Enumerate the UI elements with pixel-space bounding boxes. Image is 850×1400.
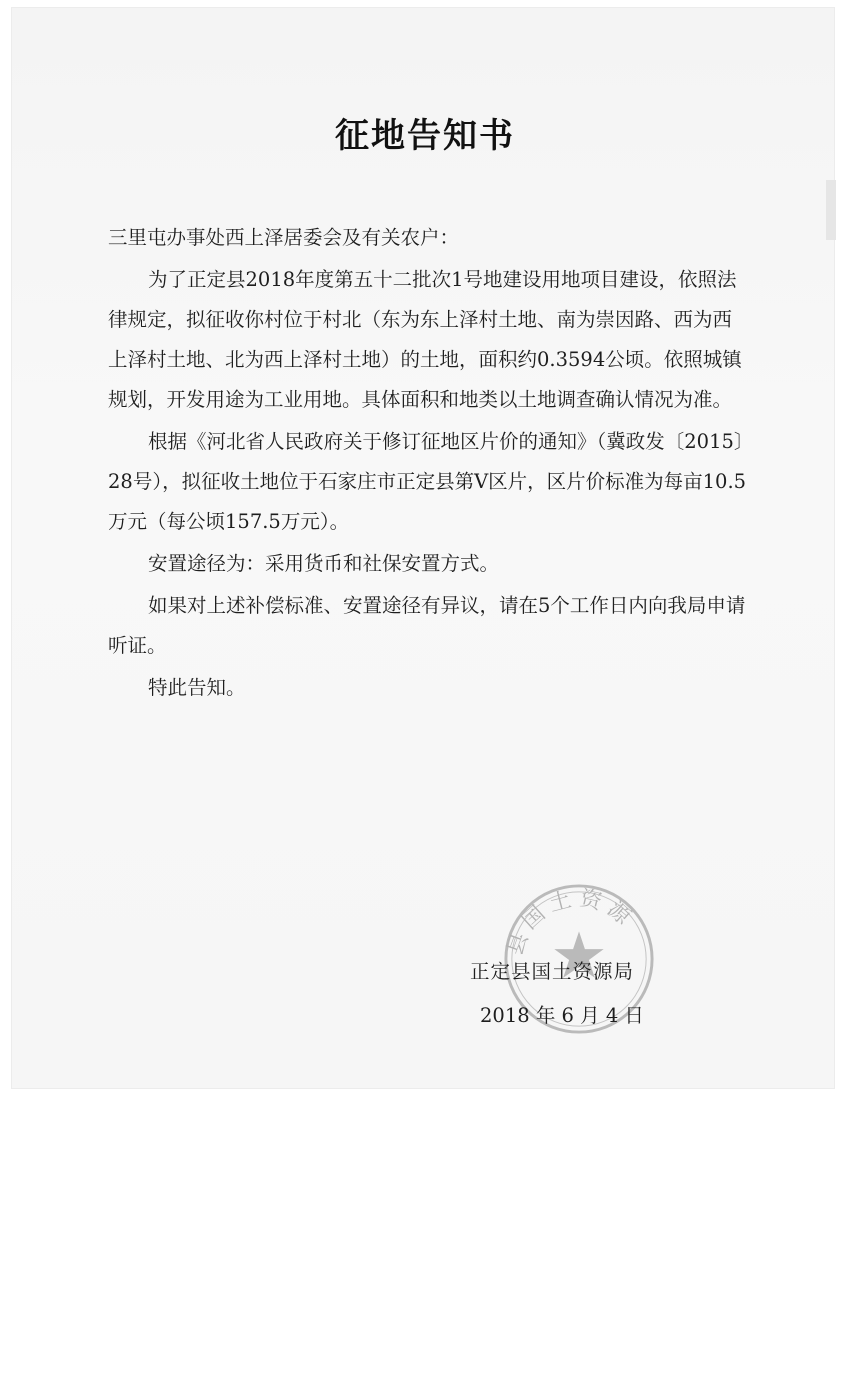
document-body	[108, 218, 748, 710]
paragraph-project: 为了正定县2018年度第五十二批次1号地建设用地项目建设，依照法律规定，拟征收你村位于村北（东为东上泽村土地、南为崇因路、西为西上泽村土地、北为西上泽村土地）的土地，面积约0.3594公顷。依照城镇规划，开发用途为工业用地。具体面积和地类以土地调查确认情况为准。	[108, 268, 742, 411]
paragraph-price: 根据《河北省人民政府关于修订征地区片价的通知》（冀政发〔2015〕28号），拟征收土地位于石家庄市正定县第Ⅴ区片，区片价标准为每亩10.5万元（每公顷157.5万元）。	[108, 430, 747, 533]
issue-date: 2018 年 6 月 4 日	[480, 1004, 644, 1027]
paragraph-resettlement: 安置途径为：采用货币和社保安置方式。	[148, 552, 500, 575]
issuing-authority: 正定县国土资源局	[470, 960, 635, 983]
scan-edge	[826, 180, 836, 240]
paragraph-closing: 特此告知。	[148, 676, 246, 699]
paragraph-hearing: 如果对上述补偿标准、安置途径有异议，请在5个工作日内向我局申请听证。	[108, 594, 746, 657]
page-title: 征地告知书	[335, 116, 515, 156]
salutation: 三里屯办事处西上泽居委会及有关农户：	[108, 226, 460, 249]
seal-text: 县国土资源	[502, 885, 640, 959]
